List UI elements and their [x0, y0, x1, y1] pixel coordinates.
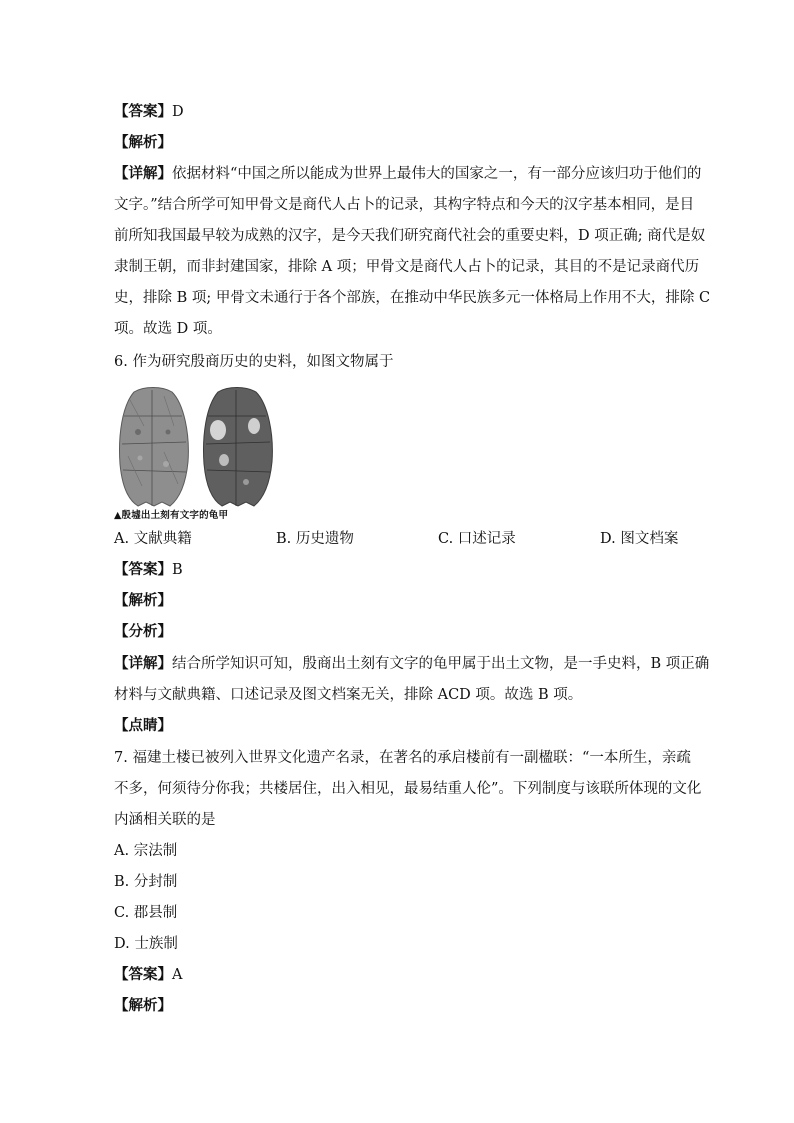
- option-d: D. 图文档案: [600, 531, 679, 547]
- option-c: C. 口述记录: [438, 531, 516, 547]
- answer-line: [114, 965, 684, 985]
- detail-line: 材料与文献典籍、口述记录及图文档案无关，排除 ACD 项。故选 B 项。: [114, 687, 583, 703]
- answer-value: B: [172, 562, 183, 578]
- answer-tag: 【答案】: [114, 561, 172, 578]
- figure-caption: ▲殷墟出土刻有文字的龟甲: [114, 510, 229, 521]
- question-6-stem: 6. 作为研究殷商历史的史料，如图文物属于: [114, 354, 394, 370]
- answer-line: [114, 102, 684, 122]
- option-b: B. 历史遗物: [276, 531, 354, 547]
- option-c: C. 郡县制: [114, 905, 178, 921]
- detail-tag: 【详解】: [114, 655, 172, 672]
- question-7-stem: 内涵相关联的是: [114, 812, 216, 828]
- answer-value: D: [172, 104, 184, 120]
- detail-text: 结合所学知识可知，殷商出土刻有文字的龟甲属于出土文物，是一手史料，B 项正确: [172, 656, 710, 672]
- detail-text: 依据材料“中国之所以能成为世界上最伟大的国家之一，有一部分应该归功于他们的: [172, 166, 702, 182]
- detail-line: 隶制王朝，而非封建国家，排除 A 项；甲骨文是商代人占卜的记录，其目的不是记录商代历: [114, 259, 700, 275]
- analysis-heading: 【解析】: [114, 997, 172, 1014]
- option-d: D. 士族制: [114, 936, 178, 952]
- turtle-shell-left: [120, 388, 189, 507]
- option-a: A. 文献典籍: [114, 531, 192, 547]
- answer-tag: 【答案】: [114, 966, 172, 983]
- question-7-stem: 不多，何须待分你我；共楼居住，出入相见，最易结重人伦”。下列制度与该联所体现的文化: [114, 781, 702, 797]
- turtle-shell-image: [114, 380, 274, 520]
- detail-line: 前所知我国最早较为成熟的汉字，是今天我们研究商代社会的重要史料，D 项正确; 商代是奴: [114, 228, 706, 244]
- option-b: B. 分封制: [114, 874, 178, 890]
- option-a: A. 宗法制: [114, 843, 178, 859]
- answer-line: [114, 560, 684, 580]
- detail-line: 史，排除 B 项; 甲骨文未通行于各个部族，在推动中华民族多元一体格局上作用不大，排除 C: [114, 290, 711, 306]
- turtle-shell-right: [204, 388, 273, 507]
- answer-tag: 【答案】: [114, 103, 172, 120]
- detail-tag: 【详解】: [114, 165, 172, 182]
- answer-value: A: [172, 967, 183, 983]
- detail-line: 文字。”结合所学可知甲骨文是商代人占卜的记录，其构字特点和今天的汉字基本相同，是目: [114, 197, 695, 213]
- analysis-heading: 【解析】: [114, 134, 172, 151]
- question-7-stem: 7. 福建土楼已被列入世界文化遗产名录，在著名的承启楼前有一副楹联：“一本所生，亲疏: [114, 750, 691, 766]
- detail-line: [114, 654, 710, 674]
- dianjing-heading: 【点睛】: [114, 717, 172, 734]
- analysis-heading: 【解析】: [114, 592, 172, 609]
- fenxi-heading: 【分析】: [114, 623, 172, 640]
- detail-line: 项。故选 D 项。: [114, 321, 222, 337]
- detail-line: [114, 164, 702, 184]
